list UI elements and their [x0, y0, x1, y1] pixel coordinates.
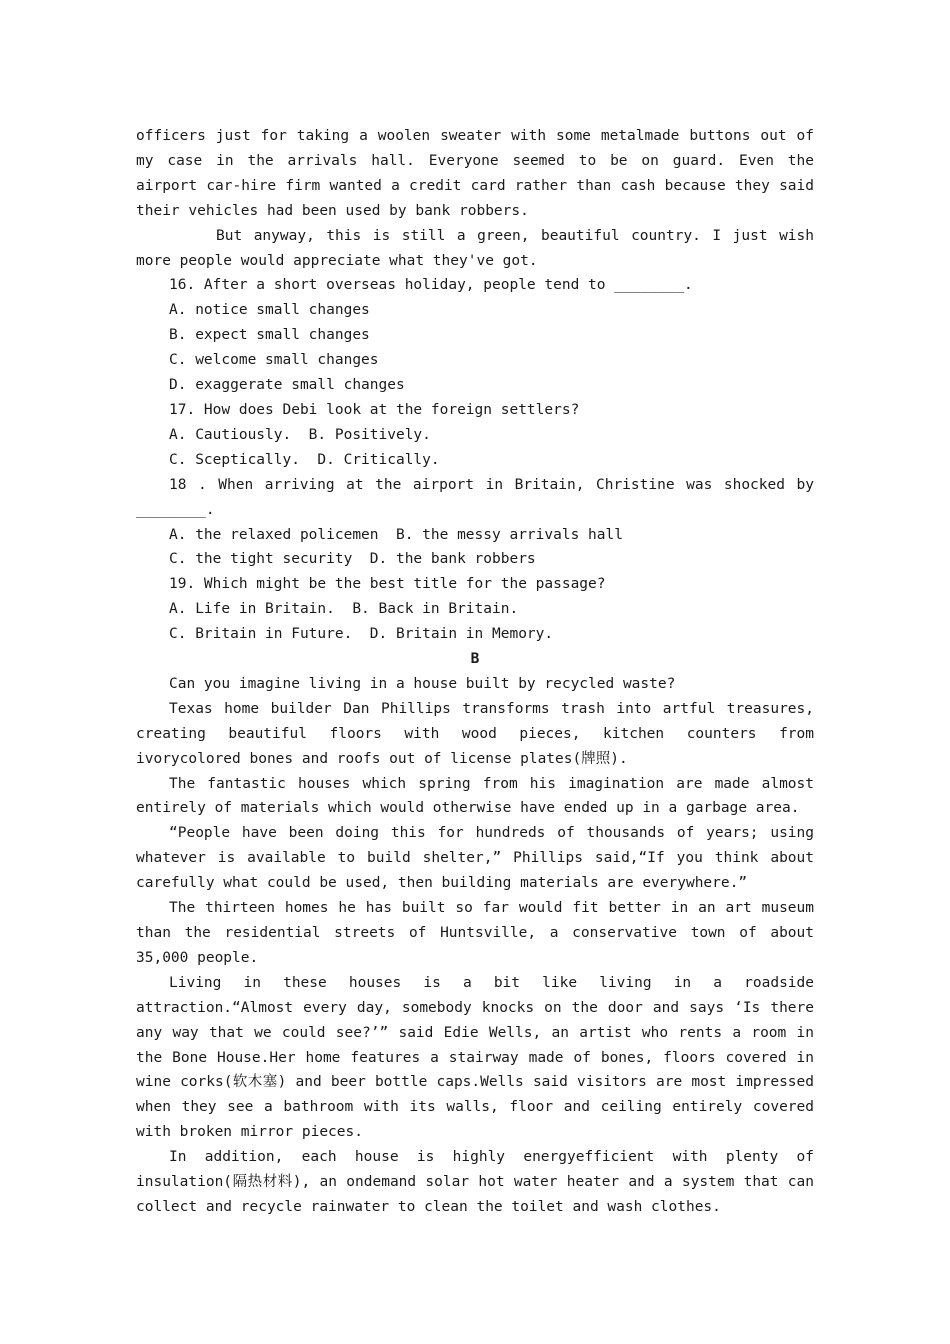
passage-b-paragraph-2: Texas home builder Dan Phillips transforms trash into artful treasures, creating beautiful floors with wood pieces, kitchen counters from ivorycolored bones and roofs out of license plates(牌照). — [136, 700, 814, 767]
question-19-stem: 19. Which might be the best title for the passage? — [169, 576, 606, 593]
question-18-options-cd: C. the tight security D. the bank robbers — [169, 551, 536, 568]
question-19-options-cd: C. Britain in Future. D. Britain in Memory. — [169, 626, 554, 643]
passage-b-paragraph-5: The thirteen homes he has built so far would fit better in an art museum than the residential streets of Huntsville, a conservative town of about 35,000 people. — [136, 900, 814, 966]
question-17-options-cd: C. Sceptically. D. Critically. — [169, 451, 440, 468]
question-18-blank: ________. — [136, 501, 215, 518]
passage-a-continuation-paragraph: officers just for taking a woolen sweater with some metalmade buttons out of my case in the arrivals hall. Everyone seemed to be on guard. Even the airport car-hire firm wanted a credit card rather than cash because they said their vehicles had been used by bank robbers. — [136, 128, 814, 219]
document-page — [136, 124, 814, 1220]
question-16-option-d: D. exaggerate small changes — [169, 377, 405, 394]
passage-b-paragraph-4: “People have been doing this for hundreds of thousands of years; using whatever is available to build shelter,” Phillips said,“If you think about carefully what could be used, then building materials are everywhere.” — [136, 825, 814, 892]
question-17-options-ab: A. Cautiously. B. Positively. — [169, 426, 431, 443]
question-18-stem — [136, 473, 814, 498]
question-18-options-ab: A. the relaxed policemen B. the messy arrivals hall — [169, 526, 623, 543]
passage-b-paragraph-7: In addition, each house is highly energyefficient with plenty of insulation(隔热材料), an ondemand solar hot water heater and a system that can collect and recycle rainwater to clean the toilet and wash clothes. — [136, 1149, 814, 1215]
question-16-option-a: A. notice small changes — [169, 302, 370, 319]
passage-b-paragraph-3: The fantastic houses which spring from his imagination are made almost entirely of materials which would otherwise have ended up in a garbage area. — [136, 775, 814, 817]
question-16-option-c: C. welcome small changes — [169, 352, 379, 369]
question-17-stem: 17. How does Debi look at the foreign settlers? — [169, 401, 580, 418]
passage-a-closing-paragraph: But anyway, this is still a green, beautiful country. I just wish more people would appreciate what they've got. — [136, 227, 814, 269]
question-19-options-ab: A. Life in Britain. B. Back in Britain. — [169, 601, 519, 618]
passage-b-paragraph-1: Can you imagine living in a house built by recycled waste? — [169, 675, 676, 692]
passage-b-paragraph-6: Living in these houses is a bit like living in a roadside attraction.“Almost every day, somebody knocks on the door and says ‘Is there any way that we could see?’” said Edie Wells, an artist who rents a room in the Bone House.Her home features a stairway made of bones, floors covered in wine corks(软木塞) and beer bottle caps.Wells said visitors are most impressed when they see a bathroom with its walls, floor and ceiling entirely covered with broken mirror pieces. — [136, 974, 814, 1141]
question-18-stem-line1: 18 . When arriving at the airport in Britain, Christine was shocked by — [169, 476, 814, 493]
question-16-stem: 16. After a short overseas holiday, people tend to ________. — [169, 277, 693, 294]
question-16-option-b: B. expect small changes — [169, 327, 370, 344]
passage-b-heading: B — [470, 651, 480, 668]
